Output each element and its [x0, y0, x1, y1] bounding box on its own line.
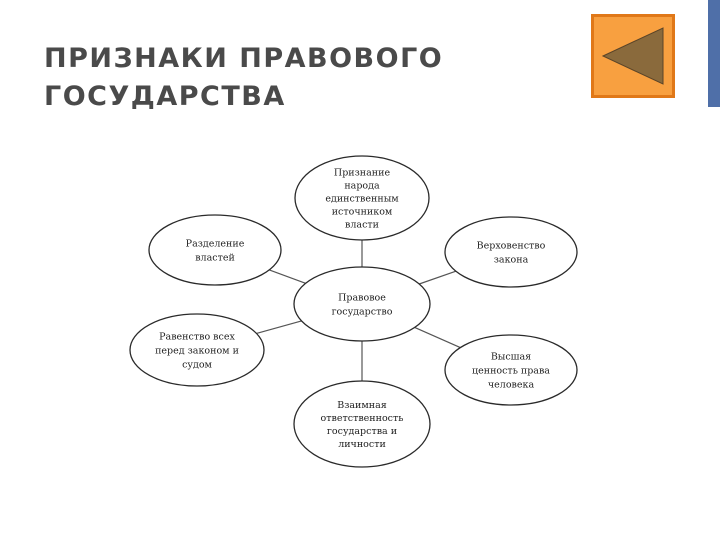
- node-rule-of-law-label-line: закона: [493, 254, 529, 266]
- node-separation-of-powers: [149, 215, 281, 285]
- node-separation-of-powers-label-line: Разделение: [185, 238, 245, 250]
- node-separation-of-powers-ellipse: [149, 215, 281, 285]
- node-mutual-responsibility-label-line: государства и: [326, 426, 398, 437]
- node-separation-of-powers-label-line: властей: [195, 252, 235, 264]
- node-sovereignty-label-line: народа: [344, 180, 380, 192]
- node-sovereignty-label-line: Признание: [333, 167, 391, 179]
- node-equality-label-line: Равенство всех: [159, 331, 235, 343]
- connector-line: [415, 327, 461, 347]
- connector-line: [257, 321, 302, 334]
- node-human-rights-label-line: человека: [487, 379, 535, 391]
- node-rule-of-law-ellipse: [445, 217, 577, 287]
- node-legal-state-label-line: Правовое: [338, 292, 386, 304]
- node-equality-label-line: судом: [182, 359, 212, 371]
- node-mutual-responsibility-label-line: ответственность: [320, 413, 404, 424]
- diagram-nodes: [130, 156, 577, 467]
- slide-title-line-2: ГОСУДАРСТВА: [44, 81, 286, 112]
- node-equality-label-line: перед законом и: [155, 345, 239, 357]
- node-rule-of-law-label-line: Верховенство: [476, 240, 546, 252]
- node-human-rights: [445, 335, 577, 405]
- node-sovereignty-label-line: единственным: [325, 193, 399, 205]
- node-human-rights-label-line: Высшая: [490, 351, 532, 363]
- node-sovereignty: [295, 156, 429, 240]
- node-legal-state: [294, 267, 430, 341]
- node-mutual-responsibility-ellipse: [294, 381, 430, 467]
- node-equality: [130, 314, 264, 386]
- node-legal-state-ellipse: [294, 267, 430, 341]
- node-mutual-responsibility-label-line: личности: [338, 439, 386, 450]
- slide-title-line-1: ПРИЗНАКИ ПРАВОВОГО: [44, 43, 444, 74]
- node-mutual-responsibility: [294, 381, 430, 467]
- node-legal-state-label-line: государство: [331, 306, 393, 318]
- node-mutual-responsibility-label-line: Взаимная: [337, 400, 387, 411]
- connector-line: [419, 271, 456, 284]
- node-sovereignty-label-line: источником: [331, 206, 393, 218]
- node-rule-of-law: [445, 217, 577, 287]
- connector-line: [269, 270, 305, 283]
- node-sovereignty-label-line: власти: [345, 219, 379, 231]
- node-human-rights-label-line: ценность права: [472, 365, 550, 377]
